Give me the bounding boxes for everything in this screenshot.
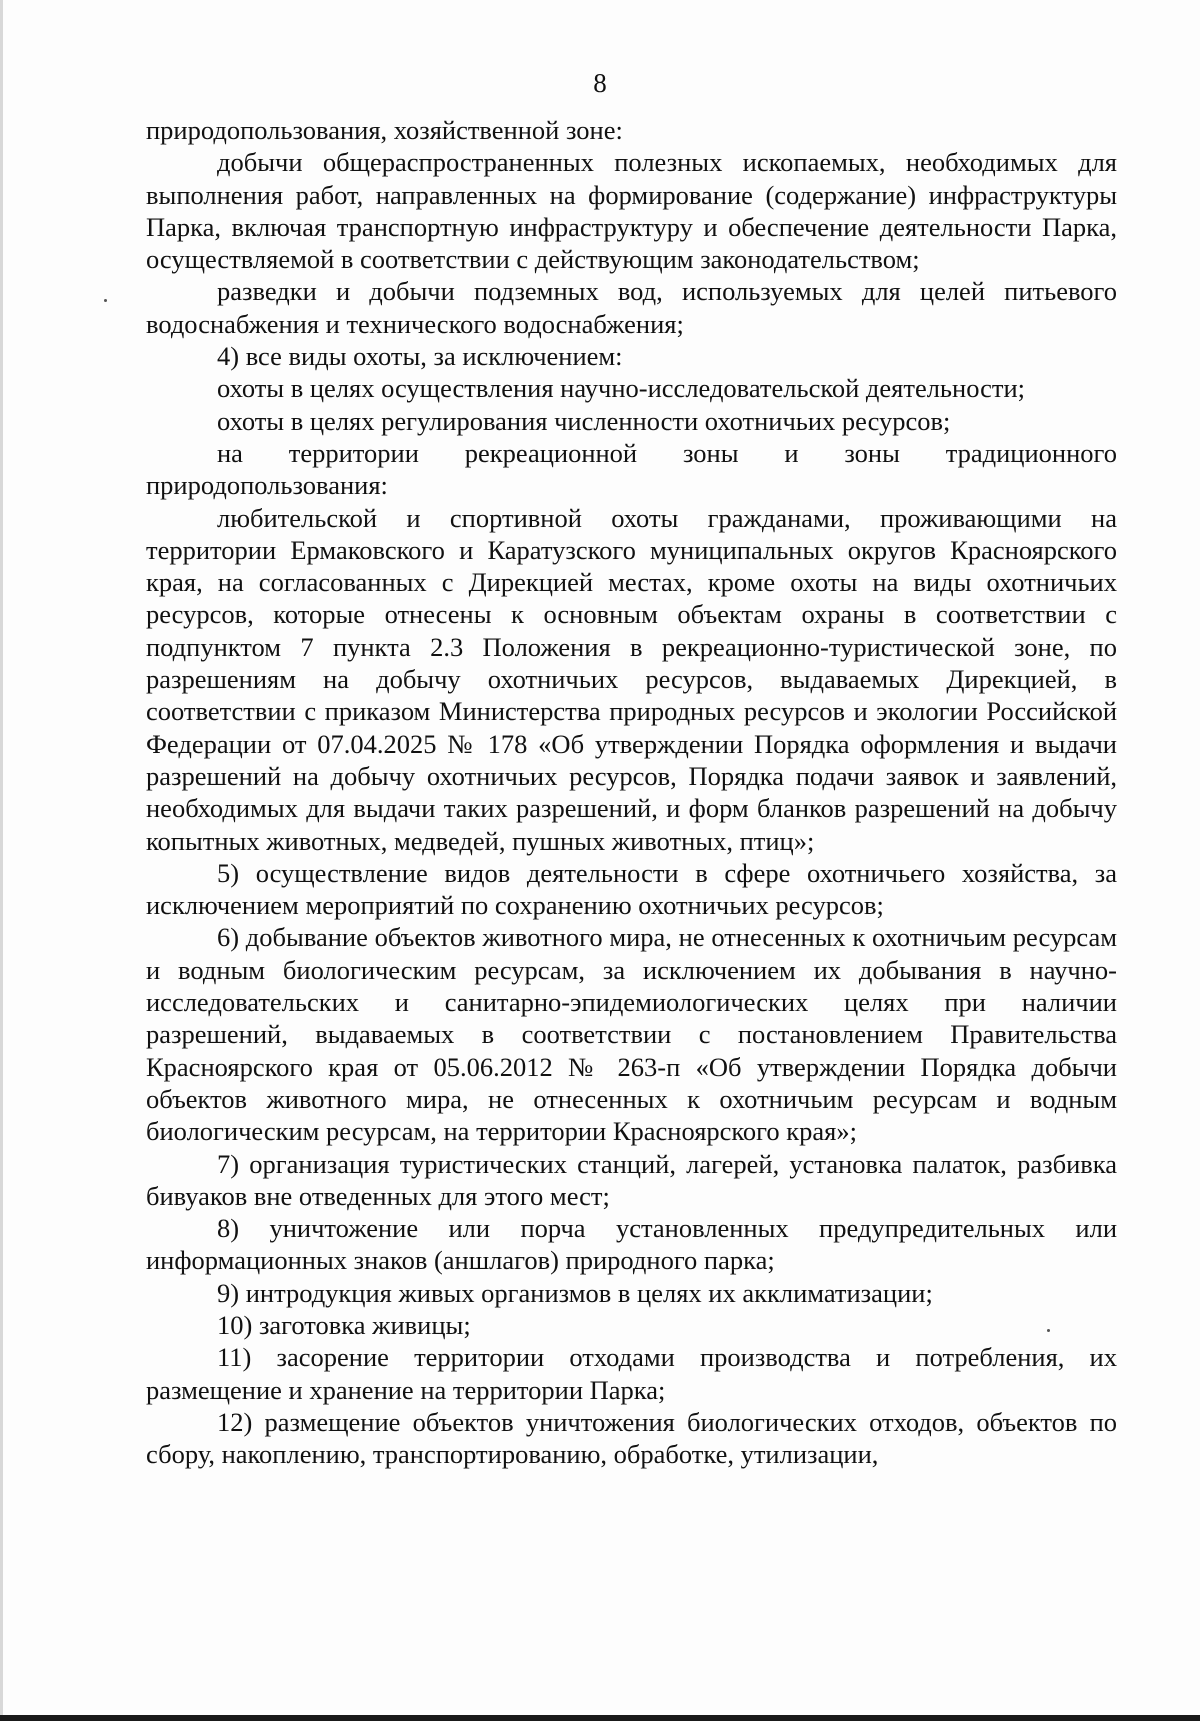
scan-bottom-edge [0,1715,1200,1721]
paragraph: охоты в целях осуществления научно-исследовательской деятельности; [217,373,1025,404]
paragraph: любительской и спортивной охоты гражданами, проживающими на территории Ермаковского и Каратузского муниципальных округов Красноярского края, на согласованных с Дирекцией местах, кроме охоты на виды охотничьих ресурсов, которые отнесены к основным объектам охраны в соответствии с подпунктом 7 пункта 2.3 Положения в рекреационно-туристической зоне, по разрешениям на добычу охотничьих ресурсов, выдаваемых Дирекцией, в соответствии с приказом Министерства природных ресурсов и экологии Российской Федерации от 07.04.2025 № 178 «Об утверждении Порядка оформления и выдачи разрешений на добычу охотничьих ресурсов, Порядка подачи заявок и заявлений, необходимых для выдачи таких разрешений, и форм бланков разрешений на добычу копытных животных, медведей, пушных животных, птиц»; [146,502,1117,856]
paragraph: 7) организация туристических станций, лагерей, установка палаток, разбивка бивуаков вне отведенных для этого мест; [146,1148,1117,1211]
paragraph: 11) засорение территории отходами производства и потребления, их размещение и хранение на территории Парка; [146,1342,1117,1405]
scan-speck [1047,1329,1050,1332]
paragraph: 10) заготовка живицы; [217,1309,471,1340]
scan-speck [104,299,107,302]
document-body [146,114,1117,1470]
paragraph: 5) осуществление видов деятельности в сфере охотничьего хозяйства, за исключением мероприятий по сохранению охотничьих ресурсов; [146,857,1117,921]
page-number: 8 [593,68,607,98]
paragraph: 4) все виды охоты, за исключением: [217,341,623,372]
paragraph: охоты в целях регулирования численности охотничьих ресурсов; [217,405,951,436]
paragraph: разведки и добычи подземных вод, используемых для целей питьевого водоснабжения и технического водоснабжения; [146,276,1117,339]
paragraph: на территории рекреационной зоны и зоны традиционного природопользования: [146,437,1117,501]
paragraph: 9) интродукция живых организмов в целях их акклиматизации; [217,1277,933,1308]
paragraph-continuation: природопользования, хозяйственной зоне: [146,115,623,145]
paragraph: 6) добывание объектов животного мира, не отнесенных к охотничьим ресурсам и водным биологическим ресурсам, за исключением их добывания в научно-исследовательских и санитарно-эпидемиологических целях при наличии разрешений, выдаваемых в соответствии с постановлением Правительства Красноярского края от 05.06.2012 № 263-п «Об утверждении Порядка добычи объектов животного мира, не отнесенных к охотничьим ресурсам и водным биологическим ресурсам, на территории Красноярского края»; [146,922,1117,1147]
paragraph: добычи общераспространенных полезных ископаемых, необходимых для выполнения работ, направленных на формирование (содержание) инфраструктуры Парка, включая транспортную инфраструктуру и обеспечение деятельности Парка, осуществляемой в соответствии с действующим законодательством; [146,147,1117,275]
scan-edge [0,0,3,1721]
paragraph: 8) уничтожение или порча установленных предупредительных или информационных знаков (аншлагов) природного парка; [146,1213,1117,1276]
paragraph: 12) размещение объектов уничтожения биологических отходов, объектов по сбору, накоплению, транспортированию, обработке, утилизации, [146,1406,1117,1470]
